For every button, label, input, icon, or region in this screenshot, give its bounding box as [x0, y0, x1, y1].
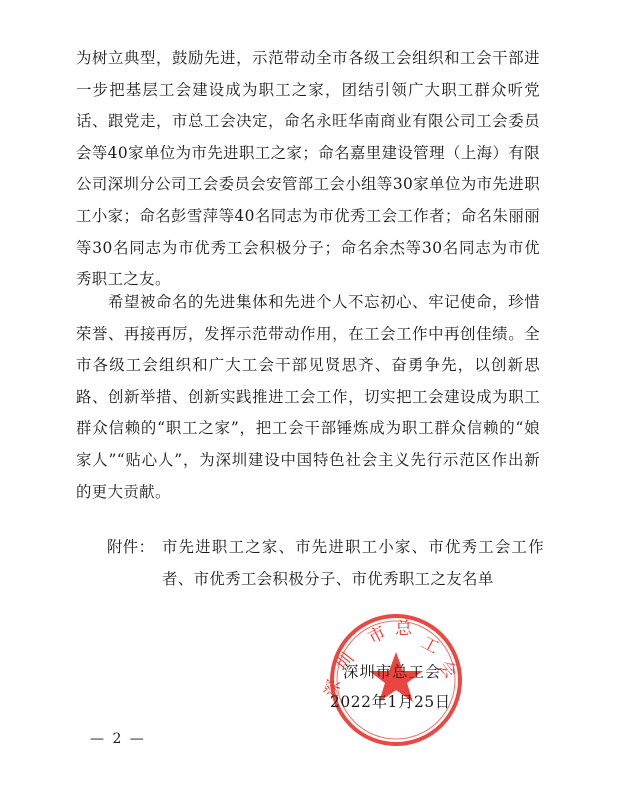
body-paragraph-2: 希望被命名的先进集体和先进个人不忘初心、牢记使命，珍惜荣誉、再接再厉，发挥示范带动作用，在工会工作中再创佳绩。全市各级工会组织和广大工会干部见贤思齐、奋勇争先，以创新思路、创新举措、创新实践推进工会工作，切实把工会建设成为职工群众信赖的“职工之家”，把工会干部锤炼成为职工群众信赖的“娘家人”“贴心人”，为深圳建设中国特色社会主义先行示范区作出新的更大贡献。 [76, 293, 540, 501]
svg-text:工: 工 [417, 632, 443, 659]
svg-text:圳: 圳 [332, 649, 359, 676]
svg-text:深: 深 [321, 677, 346, 700]
issue-date: 2022年1月25日 [330, 693, 451, 711]
attachment-label: 附件： [107, 538, 155, 556]
issuing-organization: 深圳市总工会 [343, 663, 442, 681]
body-paragraph-1: 为树立典型，鼓励先进，示范带动全市各级工会组织和工会干部进一步把基层工会建设成为职工之家，团结引领广大职工群众听党话、跟党走，市总工会决定，命名永旺华南商业有限公司工会委员会等40家单位为市先进职工之家；命名嘉里建设管理（上海）有限公司深圳分公司工会委员会安管部工会小组等30家单位为市先进职工小家；命名彭雪萍等40名同志为市优秀工会工作者；命名朱丽丽等30名同志为市优秀工会积极分子；命名余杰等30名同志为市优秀职工之友。 [76, 49, 540, 289]
svg-text:市: 市 [364, 622, 390, 649]
attachment-text: 市先进职工之家、市先进职工小家、市优秀工会工作者、市优秀工会积极分子、市优秀职工之友名单 [162, 538, 544, 588]
svg-text:会: 会 [434, 656, 461, 683]
svg-text:总: 总 [395, 619, 412, 639]
page-number: — 2 — [90, 731, 146, 747]
